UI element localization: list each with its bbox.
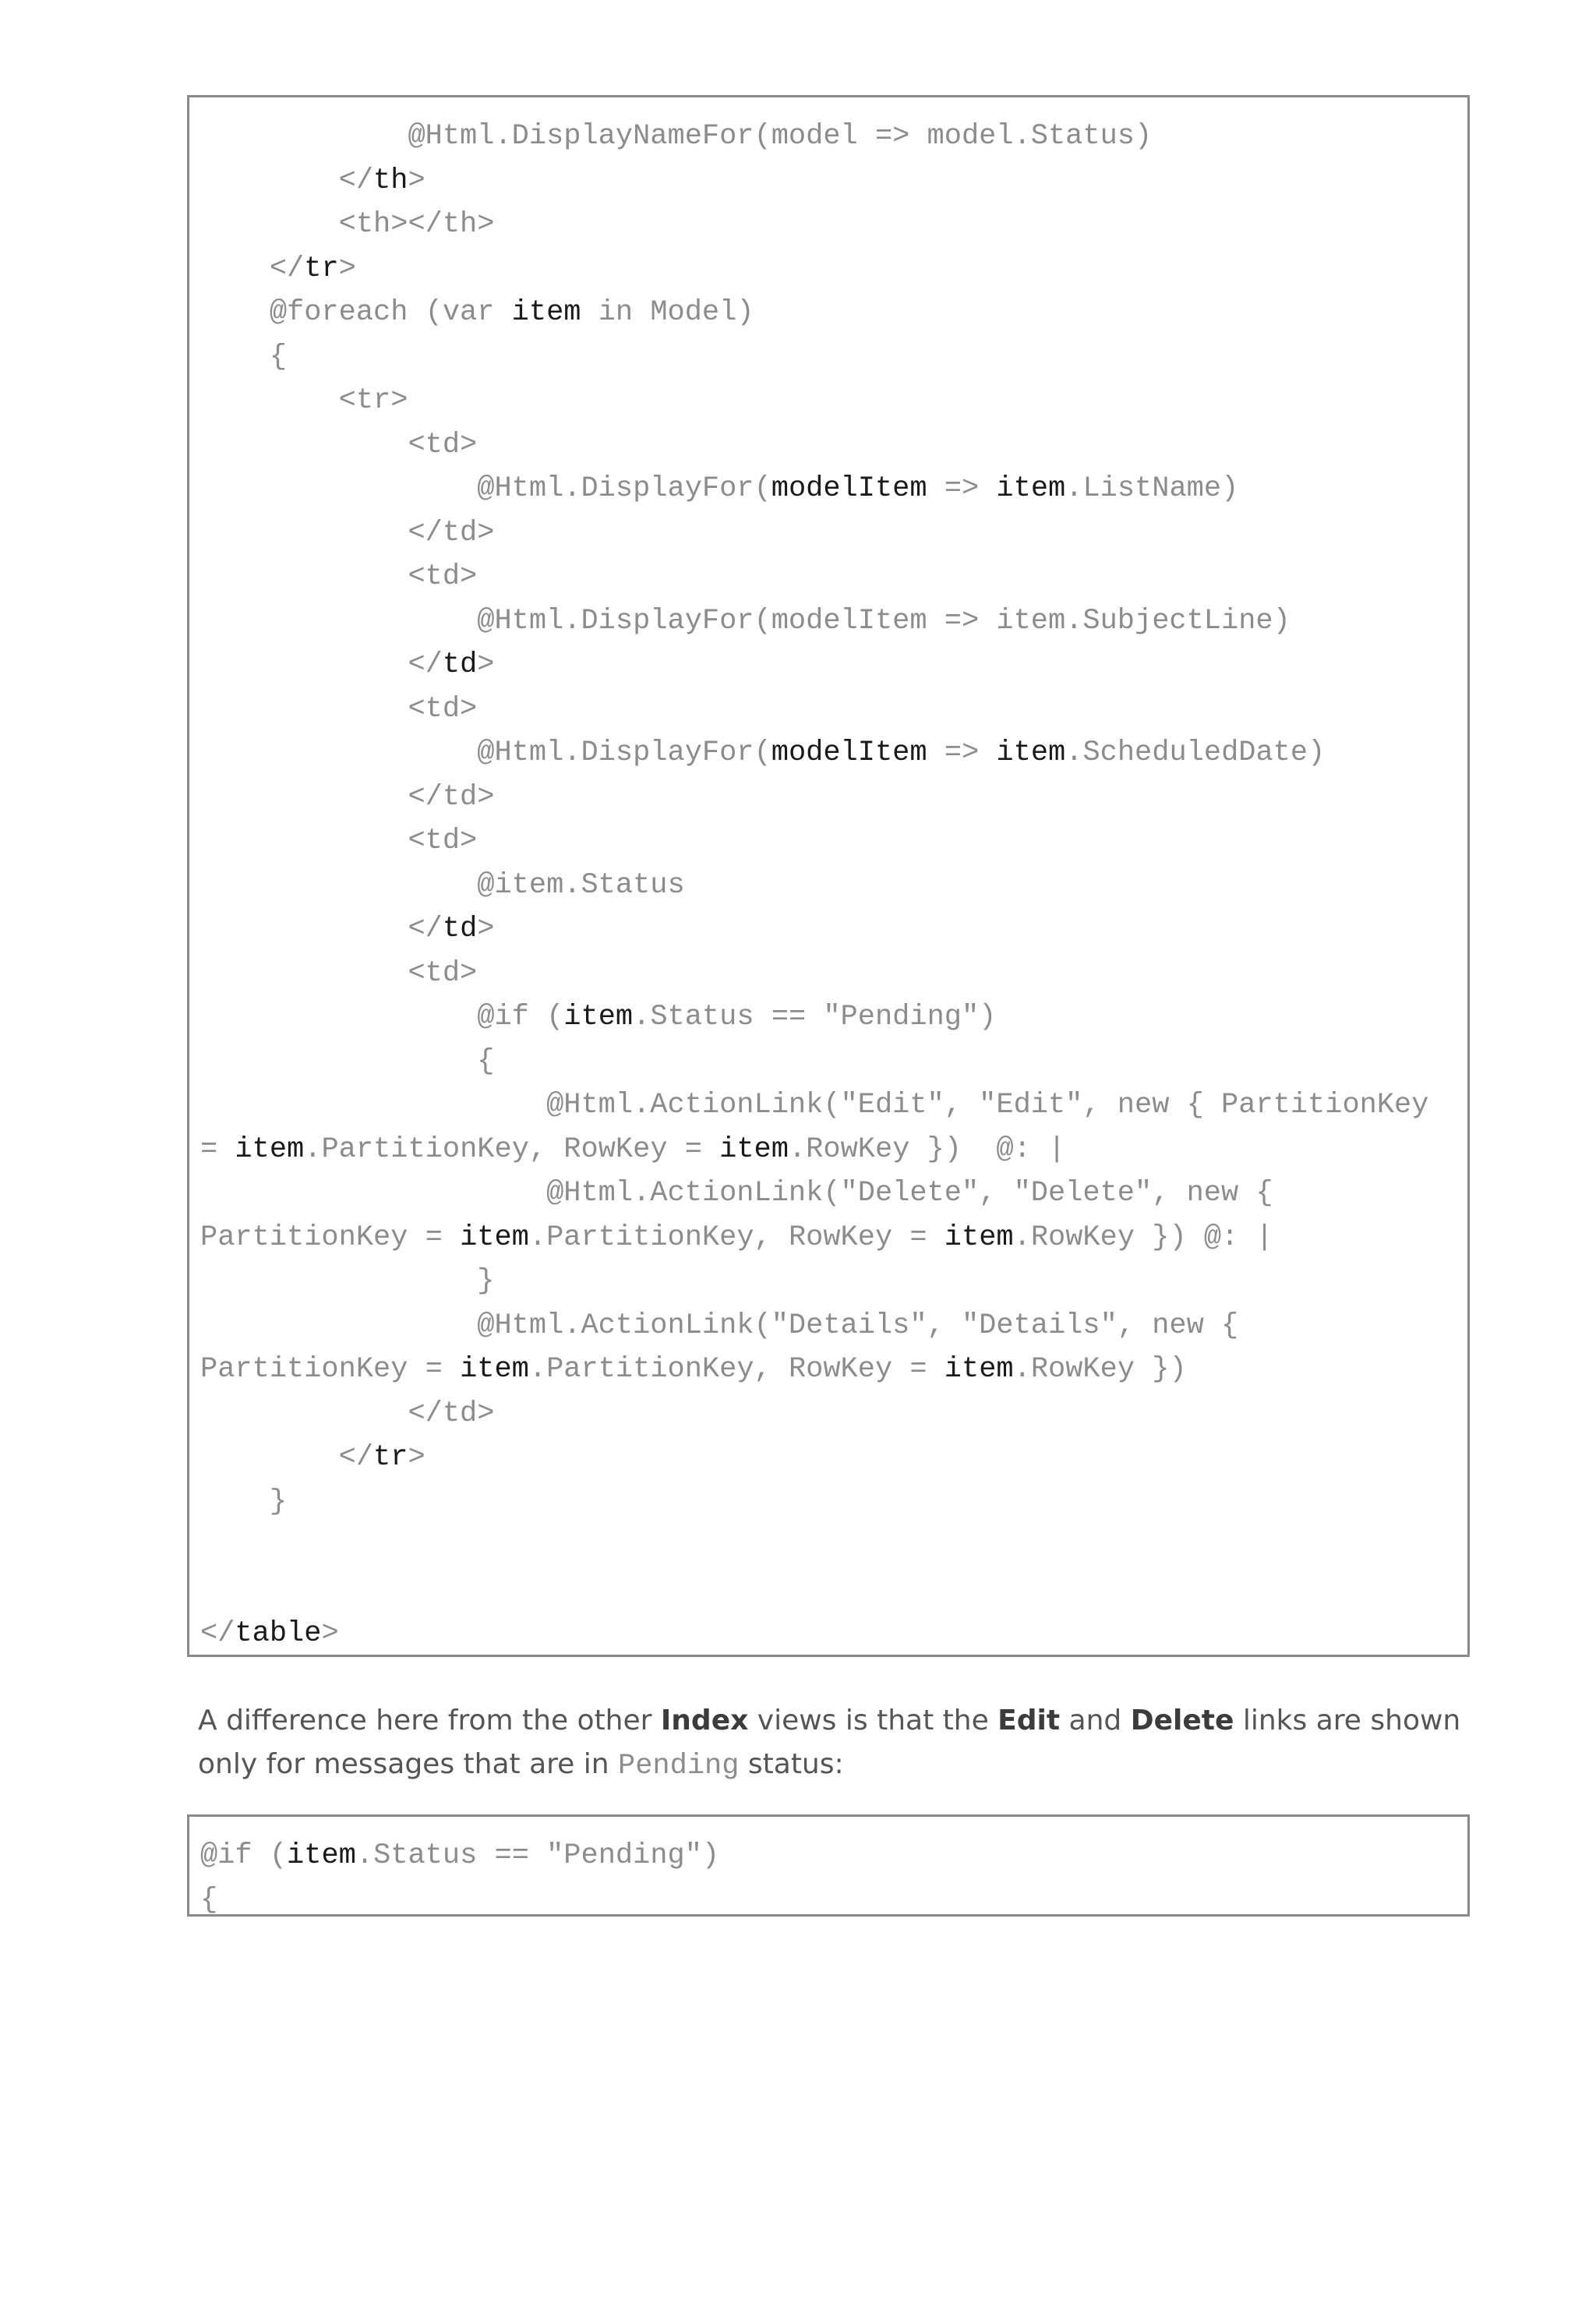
code-token: PartitionKey = <box>200 1353 461 1386</box>
paragraph-text: views is that the <box>748 1705 998 1736</box>
code-token: @if ( <box>200 1001 564 1033</box>
paragraph-text: and <box>1060 1705 1131 1736</box>
code-line <box>200 599 1467 644</box>
code-token: item <box>996 737 1066 769</box>
code-line <box>200 291 1467 335</box>
code-token: in Model) <box>581 296 754 329</box>
paragraph-text: A difference here from the other <box>198 1705 661 1736</box>
code-token: { <box>200 1883 218 1917</box>
code-token: tr <box>373 1441 408 1474</box>
code-token: { <box>200 340 288 373</box>
code-token: item <box>460 1221 529 1254</box>
code-line <box>200 687 1467 732</box>
code-line <box>200 423 1467 468</box>
code-line <box>200 1568 1467 1613</box>
code-token: td <box>442 648 478 681</box>
code-token: </ <box>200 252 305 285</box>
code-token: > <box>477 648 495 681</box>
code-line <box>200 335 1467 380</box>
code-token: .ListName) <box>1065 472 1239 505</box>
code-token: @Html.DisplayFor(modelItem => item.SubjectLine) <box>200 604 1291 638</box>
inline-code-pending: Pending <box>618 1750 740 1782</box>
code-token: item <box>944 1221 1014 1254</box>
code-token: } <box>200 1265 495 1298</box>
code-token: @Html.DisplayFor( <box>200 472 772 505</box>
code-token: <td> <box>200 692 478 726</box>
code-token: <td> <box>200 428 478 461</box>
code-line <box>200 115 1467 159</box>
code-line <box>200 952 1467 996</box>
code-token: > <box>408 164 425 197</box>
code-token: <td> <box>200 825 478 857</box>
code-block-razor-view <box>187 95 1470 1657</box>
code-line <box>200 1436 1467 1480</box>
code-line <box>200 775 1467 820</box>
code-line <box>200 555 1467 599</box>
code-line <box>200 247 1467 291</box>
code-token: .PartitionKey, RowKey = <box>304 1132 720 1166</box>
code-token: item <box>563 1001 634 1033</box>
code-token: @if ( <box>200 1839 288 1872</box>
code-token: @foreach (var <box>200 296 512 329</box>
code-line <box>200 1878 1467 1923</box>
code-token: item <box>511 296 581 329</box>
code-token: item <box>235 1132 305 1166</box>
code-line <box>200 1480 1467 1525</box>
code-token: table <box>235 1617 322 1650</box>
code-block-if-snippet <box>187 1814 1470 1917</box>
code-token: { <box>200 1044 495 1078</box>
code-line <box>200 1128 1467 1172</box>
code-token: .ScheduledDate) <box>1065 737 1326 769</box>
code-token: item <box>996 472 1066 505</box>
code-line <box>200 1392 1467 1436</box>
code-line <box>200 864 1467 908</box>
code-token: > <box>477 913 495 945</box>
code-line <box>200 907 1467 952</box>
code-line <box>200 731 1467 775</box>
code-token: </ <box>200 1441 374 1474</box>
code-line <box>200 819 1467 864</box>
code-token: .RowKey }) <box>1013 1353 1187 1386</box>
code-token: .PartitionKey, RowKey = <box>528 1221 945 1254</box>
code-line <box>200 643 1467 687</box>
code-line <box>200 1171 1467 1216</box>
code-line <box>200 1524 1467 1568</box>
code-token: </td> <box>200 1397 495 1430</box>
code-token: <td> <box>200 560 478 593</box>
code-token: @Html.ActionLink("Delete", "Delete", new { <box>200 1177 1273 1210</box>
code-token: tr <box>304 252 339 285</box>
code-token: > <box>408 1441 425 1474</box>
code-line <box>200 1612 1467 1656</box>
code-token: .Status == "Pending") <box>355 1839 720 1872</box>
code-line <box>200 1348 1467 1392</box>
code-token: .RowKey }) @: | <box>1013 1221 1273 1254</box>
paragraph-text: status: <box>739 1748 844 1780</box>
code-line <box>200 1083 1467 1128</box>
paragraph-text: links are shown only for messages that are in <box>198 1705 1461 1780</box>
code-line <box>200 467 1467 511</box>
code-line <box>200 159 1467 203</box>
code-token: </td> <box>200 516 495 549</box>
bold-delete: Delete <box>1130 1705 1234 1736</box>
code-token: </td> <box>200 780 495 814</box>
code-token: <td> <box>200 956 478 990</box>
code-line <box>200 1216 1467 1260</box>
code-token: => <box>927 472 997 505</box>
code-line <box>200 511 1467 556</box>
code-token: item <box>719 1132 789 1166</box>
code-token: PartitionKey = <box>200 1221 461 1254</box>
code-token: item <box>287 1839 356 1872</box>
bold-index: Index <box>660 1705 749 1736</box>
code-token: => <box>927 737 997 769</box>
code-line <box>200 379 1467 423</box>
code-token: </ <box>200 164 374 197</box>
code-token: th <box>373 164 408 197</box>
code-token: <tr> <box>200 384 408 417</box>
code-token: @Html.ActionLink("Edit", "Edit", new { PartitionKey <box>200 1089 1429 1122</box>
code-line <box>200 1040 1467 1084</box>
code-token: .Status == "Pending") <box>633 1001 997 1033</box>
code-token: @Html.DisplayNameFor(model => model.Status) <box>200 120 1153 153</box>
code-token: </ <box>200 1617 235 1650</box>
code-token: modelItem <box>771 472 927 505</box>
code-token: .PartitionKey, RowKey = <box>528 1353 945 1386</box>
explanation-paragraph <box>198 1699 1476 1788</box>
code-line <box>200 1304 1467 1348</box>
code-token: item <box>944 1353 1014 1386</box>
code-token: td <box>442 913 478 945</box>
code-token: > <box>338 252 356 285</box>
code-line <box>200 203 1467 247</box>
code-line <box>200 1260 1467 1304</box>
code-token: item <box>460 1353 529 1386</box>
code-token: </ <box>200 648 443 681</box>
code-token: = <box>200 1132 235 1166</box>
code-line <box>200 995 1467 1040</box>
code-token: <th></th> <box>200 208 495 241</box>
code-token: > <box>321 1617 339 1650</box>
code-token: @Html.ActionLink("Details", "Details", new { <box>200 1309 1239 1342</box>
code-token: .RowKey }) @: | <box>788 1132 1066 1166</box>
bold-edit: Edit <box>998 1705 1061 1736</box>
code-line <box>200 1834 1467 1878</box>
code-token: } <box>200 1485 288 1518</box>
code-token: </ <box>200 913 443 945</box>
code-token: @item.Status <box>200 868 685 902</box>
code-token: @Html.DisplayFor( <box>200 737 772 769</box>
code-token: modelItem <box>771 737 927 769</box>
